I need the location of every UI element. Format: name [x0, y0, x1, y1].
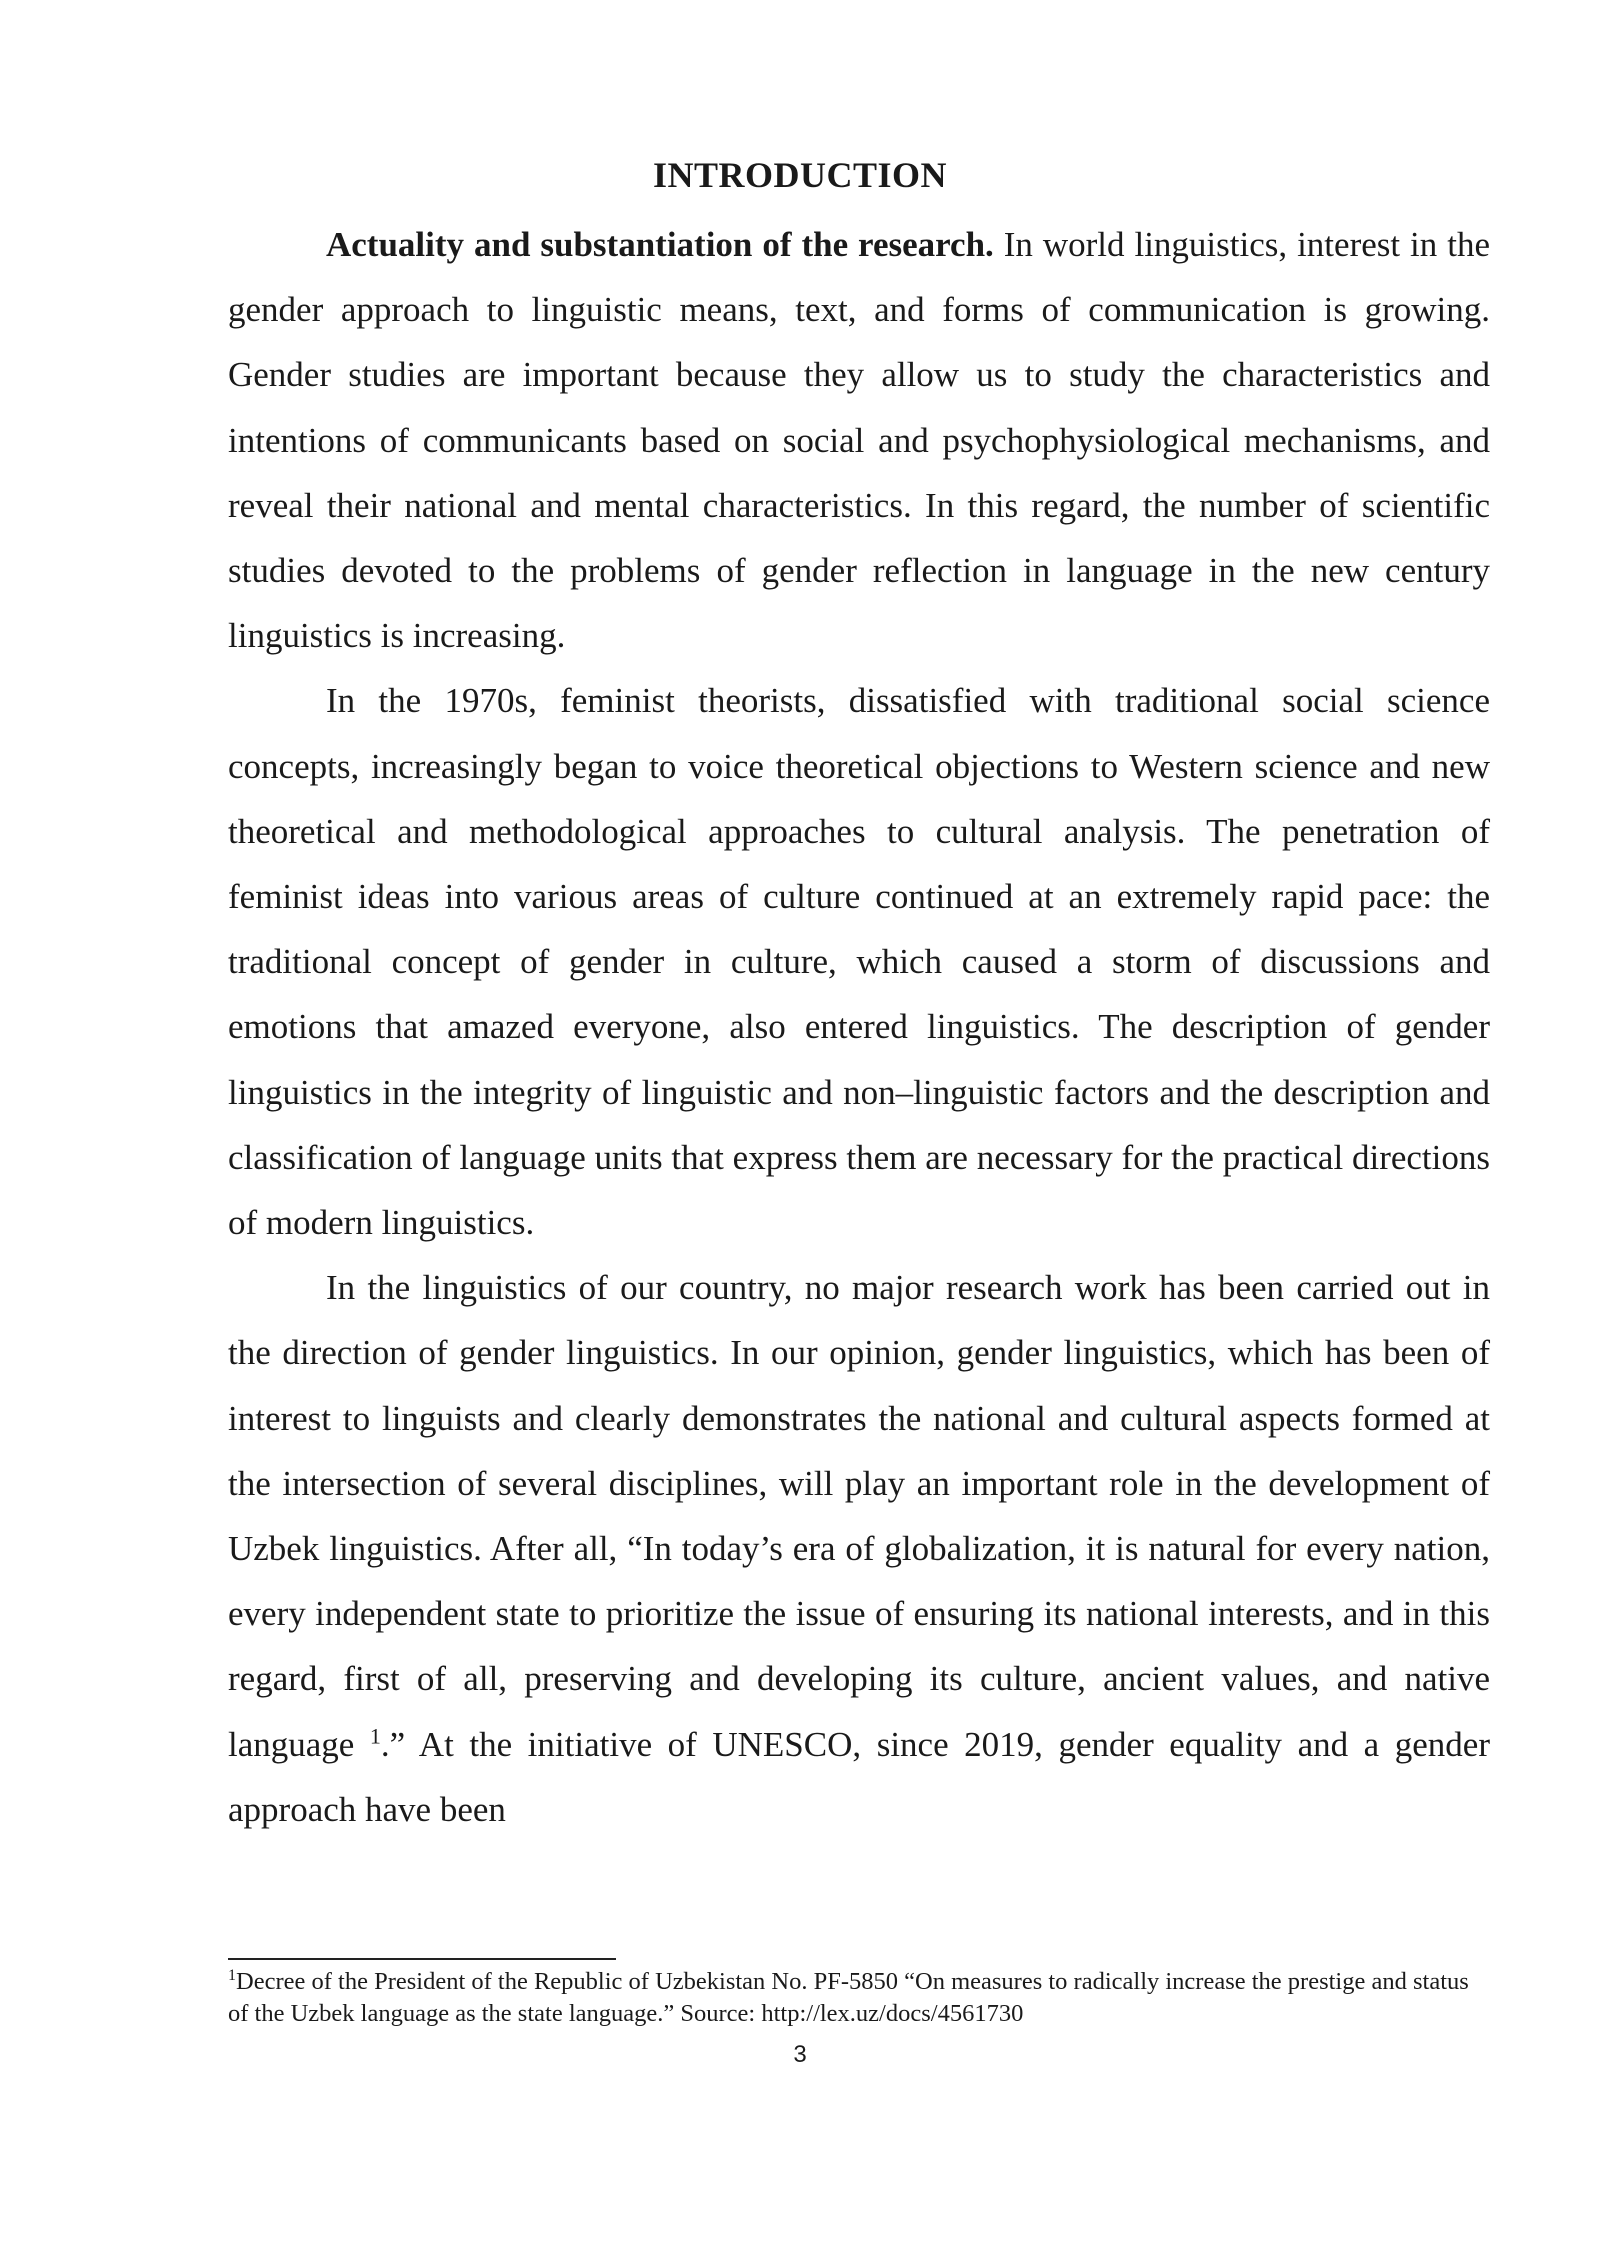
paragraph-text: In world linguistics, interest in the gender approach to linguistic means, text, and forms of communication is growing. Gender studies are important because they allow us to study the characteristics and intentions of communicants based on social and psychophysiological mechanisms, and reveal their national and mental characteristics. In this regard, the number of scientific studies devoted to the problems of gender reflection in language in the new century linguistics is increasing.	[228, 225, 1490, 656]
footnote-separator	[228, 1958, 616, 1960]
section-heading: INTRODUCTION	[652, 155, 948, 195]
footnote-text: Decree of the President of the Republic of Uzbekistan No. PF-5850 “On measures to radically increase the prestige and status of the Uzbek language as the state language.” Source: http://lex.uz/docs/4561730	[228, 1968, 1469, 2027]
body-text	[228, 212, 1490, 1842]
paragraph-text: .” At the initiative of UNESCO, since 2019, gender equality and a gender approach have been	[228, 1724, 1490, 1829]
footnote-reference[interactable]: 1	[369, 1723, 381, 1749]
footnote	[228, 1966, 1490, 2030]
paragraph-1970s: In the 1970s, feminist theorists, dissatisfied with traditional social science concepts, increasingly began to voice theoretical objections to Western science and new theoretical and methodological approaches to cultural analysis. The penetration of feminist ideas into various areas of culture continued at an extremely rapid pace: the traditional concept of gender in culture, which caused a storm of discussions and emotions that amazed everyone, also entered linguistics. The description of gender linguistics in the integrity of linguistic and non–linguistic factors and the description and classification of language units that express them are necessary for the practical directions of modern linguistics.	[228, 681, 1490, 1243]
paragraph-actuality	[228, 212, 1490, 668]
paragraph-lead: Actuality and substantiation of the research.	[326, 225, 994, 264]
page-number: 3	[793, 2041, 807, 2068]
footnote-marker: 1	[228, 1966, 236, 1984]
paragraph-text: In the linguistics of our country, no major research work has been carried out in the direction of gender linguistics. In our opinion, gender linguistics, which has been of interest to linguists and clearly demonstrates the national and cultural aspects formed at the intersection of several disciplines, will play an important role in the development of Uzbek linguistics. After all, “In today’s era of globalization, it is natural for every nation, every independent state to prioritize the issue of ensuring its national interests, and in this regard, first of all, preserving and developing its culture, ancient values, and native language	[228, 1268, 1490, 1764]
paragraph-linguistics	[228, 1255, 1490, 1842]
